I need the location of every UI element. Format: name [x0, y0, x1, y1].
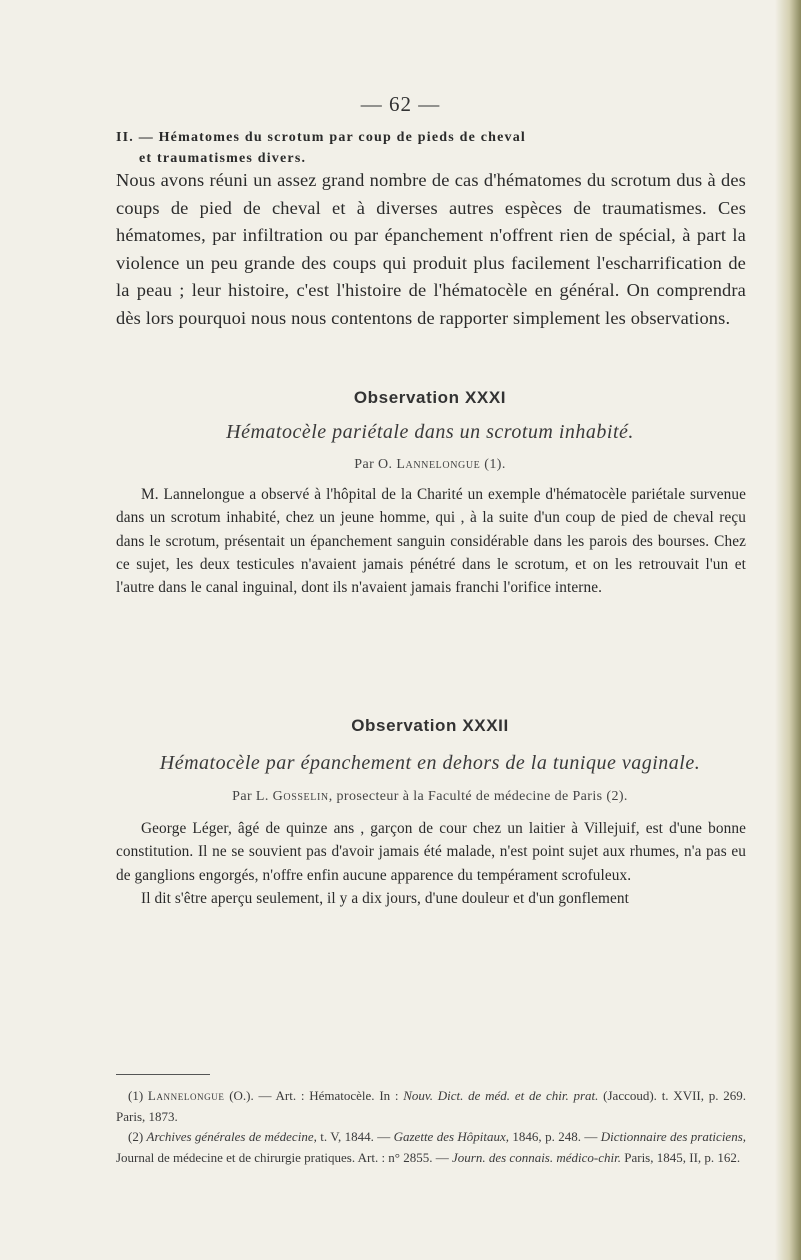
footnote-2-text-b: 1846, p. 248. — [509, 1129, 601, 1144]
footnote-2-text-c: Journal de médecine et de chirurgie pratiques. Art. : n° 2855. — [116, 1149, 453, 1165]
observation-32-author-prefix: Par L. [232, 789, 273, 804]
intro-text: Nous avons réuni un assez grand nombre de cas d'hématomes du scrotum dus à des coups de pied de cheval et à diverses autres espèces de traumatismes. Ces hématomes, par infiltration ou par épanchement n'offrent rien de spécial, à part la violence un peu grande des coups qui produit plus facilement l'escharrification de la peau ; leur histoire, c'est l'histoire de l'hématocèle en général. On comprendra dès lors pourquoi nous nous contentons de rapporter simplement les observations. [116, 170, 746, 328]
observation-31-text: M. Lannelongue a observé à l'hôpital de la Charité un exemple d'hématocèle pariétale survenue dans un scrotum inhabité, chez un jeune homme, qui , à la suite d'un coup de pied de cheval reçu dans le scrotum, présentait un épanchement sanguin considérable dans les parois des bourses. Chez ce sujet, les deux testicules n'avaient jamais pénétré dans le scrotum, et on les retrouvait l'un et l'autre dans le canal inguinal, dont ils n'avaient jamais franchi l'orifice interne. [116, 486, 746, 597]
footnote-1-author: Lannelongue [147, 1088, 225, 1103]
observation-32-paragraph-1: George Léger, âgé de quinze ans , garçon de cour chez un laitier à Villejuif, est d'une bonne constitution. Il ne se souvient pas d'avoir jamais été malade, n'est point sujet aux rhumes, n'a pas eu de ganglions engorgés, n'offre enfin aucune apparence du tempérament scrofuleux. [116, 820, 746, 884]
footnote-2-text-a: t. V, 1844. — [316, 1129, 394, 1144]
section-heading-line-2: et traumatismes divers. [139, 151, 307, 166]
footnote-2-source-1: Archives générales de médecine, [146, 1129, 317, 1144]
observation-32-paragraph-2: Il dit s'être aperçu seulement, il y a dix jours, d'une douleur et d'un gonflement [141, 889, 629, 907]
footnote-1 [116, 1086, 746, 1127]
footnote-2-text-d: Paris, 1845, II, p. 162. [620, 1149, 741, 1165]
footnote-1-text-b: (Jaccoud). t. XVII, p. 269. Paris, 1873. [116, 1088, 746, 1124]
footnote-2-source-2: Gazette des Hôpitaux, [393, 1129, 510, 1144]
observation-31-author-name: Lannelongue [396, 457, 481, 472]
footnote-2-source-4: Journ. des connais. médico-chir. [452, 1149, 621, 1165]
footnote-1-number: (1) [128, 1088, 148, 1103]
observation-32-author-rest: , prosecteur à la Faculté de médecine de Paris (2). [328, 789, 628, 804]
footnote-1-text-a: (O.). — Art. : Hématocèle. In : [224, 1088, 404, 1103]
observation-31-body [116, 483, 746, 599]
footnote-2 [116, 1127, 746, 1168]
observation-32-author [0, 789, 801, 805]
observation-32-title: Observation XXXII [351, 716, 509, 735]
page-number: — 62 — [360, 92, 441, 116]
observation-32-author-name: Gosselin [272, 789, 329, 804]
observation-31-author-prefix: Par O. [354, 457, 397, 472]
intro-paragraph [116, 167, 746, 333]
footnote-2-number: (2) [128, 1129, 147, 1144]
observation-31-title: Observation XXXI [353, 388, 507, 407]
section-heading-line-1: II. — Hématomes du scrotum par coup de pieds de cheval [116, 130, 527, 145]
footnote-1-source: Nouv. Dict. de méd. et de chir. prat. [403, 1088, 599, 1103]
section-heading [116, 127, 716, 169]
observation-32-body [116, 817, 746, 910]
page-edge-shadow [775, 0, 801, 1260]
footnotes [116, 1086, 746, 1168]
observation-31-subtitle: Hématocèle pariétale dans un scrotum inhabité. [226, 421, 634, 443]
footnote-2-source-3: Dictionnaire des praticiens, [600, 1129, 747, 1144]
observation-32-subtitle: Hématocèle par épanchement en dehors de la tunique vaginale. [159, 752, 701, 774]
footnote-rule [116, 1074, 210, 1075]
observation-31-author-ref: (1). [480, 457, 506, 472]
observation-31-author [0, 457, 801, 473]
